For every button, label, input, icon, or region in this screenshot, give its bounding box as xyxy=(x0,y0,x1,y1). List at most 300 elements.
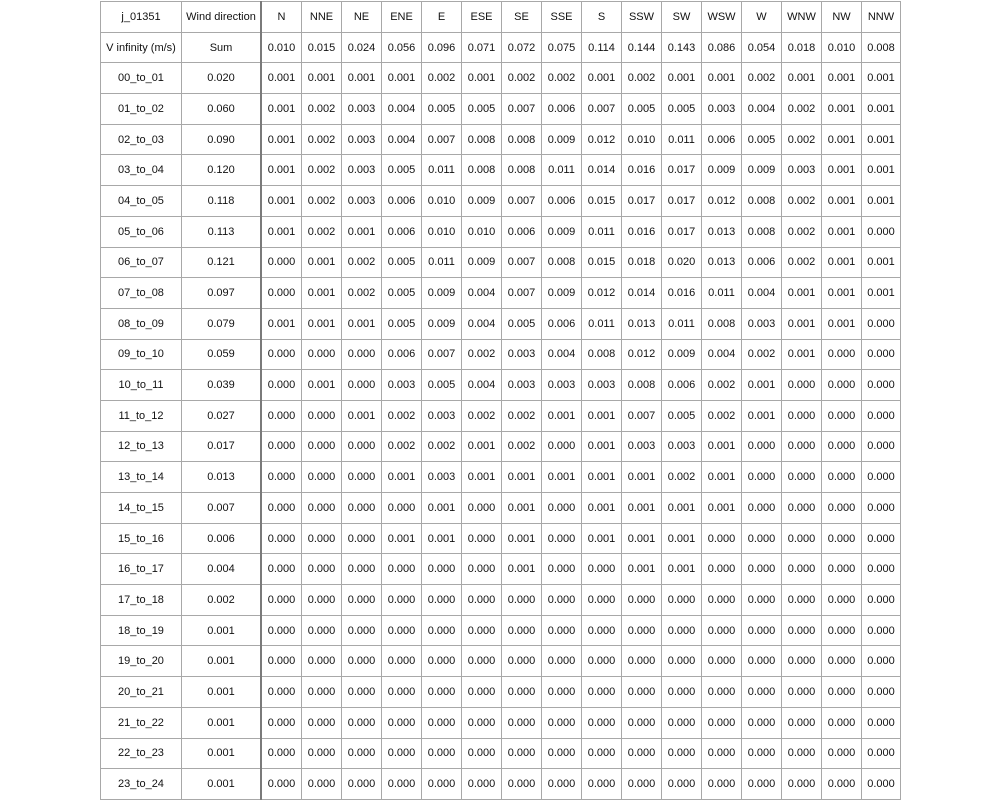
table-row xyxy=(101,94,901,125)
table-cell: 0.001 xyxy=(582,462,622,493)
table-cell: 0.000 xyxy=(302,615,342,646)
table-cell: 0.002 xyxy=(782,94,822,125)
table-cell: 0.008 xyxy=(622,370,662,401)
table-cell: 0.006 xyxy=(542,308,582,339)
table-cell: 0.002 xyxy=(342,247,382,278)
speed-bin-sum: 0.001 xyxy=(182,769,262,800)
table-cell: 0.001 xyxy=(382,523,422,554)
table-cell: 0.013 xyxy=(622,308,662,339)
table-cell: 0.002 xyxy=(342,278,382,309)
table-cell: 0.008 xyxy=(502,155,542,186)
table-cell: 0.009 xyxy=(542,216,582,247)
table-cell: 0.000 xyxy=(862,769,901,800)
speed-bin-sum: 0.006 xyxy=(182,523,262,554)
table-cell: 0.000 xyxy=(542,738,582,769)
table-cell: 0.000 xyxy=(342,615,382,646)
table-cell: 0.000 xyxy=(742,615,782,646)
table-cell: 0.000 xyxy=(662,677,702,708)
table-cell: 0.000 xyxy=(782,738,822,769)
table-row xyxy=(101,186,901,217)
table-cell: 0.000 xyxy=(782,523,822,554)
table-header-row xyxy=(101,2,901,33)
table-cell: 0.008 xyxy=(742,186,782,217)
table-cell: 0.000 xyxy=(782,615,822,646)
table-cell: 0.000 xyxy=(622,585,662,616)
table-cell: 0.000 xyxy=(261,247,302,278)
table-cell: 0.001 xyxy=(342,308,382,339)
table-cell: 0.001 xyxy=(862,247,901,278)
table-cell: 0.000 xyxy=(302,339,342,370)
table-cell: 0.004 xyxy=(742,94,782,125)
table-cell: 0.009 xyxy=(422,278,462,309)
table-cell: 0.000 xyxy=(782,462,822,493)
table-cell: 0.001 xyxy=(862,155,901,186)
table-cell: 0.001 xyxy=(862,278,901,309)
table-cell: 0.007 xyxy=(422,124,462,155)
table-cell: 0.000 xyxy=(742,554,782,585)
table-cell: 0.003 xyxy=(782,155,822,186)
direction-header-cell: SSE xyxy=(542,2,582,33)
table-cell: 0.002 xyxy=(782,216,822,247)
table-row xyxy=(101,677,901,708)
table-cell: 0.001 xyxy=(662,63,702,94)
table-cell: 0.001 xyxy=(582,493,622,524)
table-cell: 0.000 xyxy=(342,585,382,616)
table-row xyxy=(101,155,901,186)
table-cell: 0.002 xyxy=(382,431,422,462)
table-cell: 0.006 xyxy=(502,216,542,247)
table-cell: 0.017 xyxy=(662,155,702,186)
table-cell: 0.000 xyxy=(822,738,862,769)
table-cell: 0.004 xyxy=(462,370,502,401)
table-cell: 0.004 xyxy=(542,339,582,370)
table-cell: 0.000 xyxy=(862,523,901,554)
table-cell: 0.002 xyxy=(742,63,782,94)
table-cell: 0.000 xyxy=(782,769,822,800)
table-cell: 0.000 xyxy=(462,523,502,554)
table-cell: 0.001 xyxy=(782,308,822,339)
table-cell: 0.000 xyxy=(822,493,862,524)
table-cell: 0.000 xyxy=(422,707,462,738)
table-cell: 0.013 xyxy=(702,216,742,247)
table-cell: 0.000 xyxy=(862,554,901,585)
table-cell: 0.002 xyxy=(502,431,542,462)
table-cell: 0.009 xyxy=(422,308,462,339)
table-row xyxy=(101,63,901,94)
table-cell: 0.005 xyxy=(462,94,502,125)
table-cell: 0.001 xyxy=(822,186,862,217)
table-cell: 0.000 xyxy=(622,738,662,769)
table-cell: 0.000 xyxy=(862,677,901,708)
table-cell: 0.007 xyxy=(582,94,622,125)
table-cell: 0.000 xyxy=(261,646,302,677)
table-cell: 0.000 xyxy=(582,646,622,677)
table-cell: 0.007 xyxy=(502,278,542,309)
table-cell: 0.001 xyxy=(462,63,502,94)
table-cell: 0.000 xyxy=(261,707,302,738)
table-cell: 0.001 xyxy=(782,339,822,370)
table-cell: 0.005 xyxy=(742,124,782,155)
direction-header-cell: SW xyxy=(662,2,702,33)
table-cell: 0.001 xyxy=(622,554,662,585)
table-row xyxy=(101,431,901,462)
table-cell: 0.001 xyxy=(662,523,702,554)
table-cell: 0.000 xyxy=(502,707,542,738)
table-cell: 0.000 xyxy=(462,615,502,646)
direction-header-cell: SSW xyxy=(622,2,662,33)
table-cell: 0.000 xyxy=(742,738,782,769)
speed-bin-label: 03_to_04 xyxy=(101,155,182,186)
table-cell: 0.016 xyxy=(622,155,662,186)
table-row xyxy=(101,585,901,616)
table-cell: 0.000 xyxy=(862,308,901,339)
table-cell: 0.000 xyxy=(342,769,382,800)
table-cell: 0.012 xyxy=(582,278,622,309)
table-cell: 0.000 xyxy=(302,677,342,708)
table-cell: 0.000 xyxy=(382,646,422,677)
table-cell: 0.000 xyxy=(261,523,302,554)
table-cell: 0.000 xyxy=(582,769,622,800)
speed-bin-sum: 0.118 xyxy=(182,186,262,217)
v-infinity-header: V infinity (m/s) xyxy=(101,32,182,63)
direction-sum-cell: 0.143 xyxy=(662,32,702,63)
table-cell: 0.000 xyxy=(382,554,422,585)
table-row xyxy=(101,646,901,677)
table-cell: 0.000 xyxy=(622,677,662,708)
table-cell: 0.013 xyxy=(702,247,742,278)
table-cell: 0.000 xyxy=(302,585,342,616)
table-cell: 0.008 xyxy=(462,124,502,155)
speed-bin-label: 08_to_09 xyxy=(101,308,182,339)
table-cell: 0.009 xyxy=(542,124,582,155)
table-cell: 0.000 xyxy=(422,738,462,769)
speed-bin-label: 19_to_20 xyxy=(101,646,182,677)
direction-header-cell: NW xyxy=(822,2,862,33)
table-cell: 0.005 xyxy=(502,308,542,339)
table-cell: 0.003 xyxy=(422,462,462,493)
direction-header-cell: NNW xyxy=(862,2,901,33)
table-cell: 0.003 xyxy=(622,431,662,462)
speed-bin-label: 04_to_05 xyxy=(101,186,182,217)
table-row xyxy=(101,523,901,554)
table-cell: 0.004 xyxy=(382,94,422,125)
table-cell: 0.001 xyxy=(502,493,542,524)
table-cell: 0.001 xyxy=(702,462,742,493)
table-cell: 0.011 xyxy=(582,216,622,247)
speed-bin-label: 02_to_03 xyxy=(101,124,182,155)
speed-bin-label: 21_to_22 xyxy=(101,707,182,738)
table-cell: 0.000 xyxy=(582,707,622,738)
table-cell: 0.000 xyxy=(822,523,862,554)
table-cell: 0.004 xyxy=(462,308,502,339)
table-cell: 0.000 xyxy=(261,677,302,708)
table-cell: 0.000 xyxy=(782,493,822,524)
table-cell: 0.000 xyxy=(862,216,901,247)
table-cell: 0.017 xyxy=(662,216,702,247)
table-cell: 0.002 xyxy=(702,370,742,401)
table-cell: 0.000 xyxy=(862,431,901,462)
table-cell: 0.000 xyxy=(702,707,742,738)
table-cell: 0.000 xyxy=(261,339,302,370)
table-cell: 0.001 xyxy=(261,216,302,247)
table-cell: 0.000 xyxy=(382,677,422,708)
table-cell: 0.002 xyxy=(542,63,582,94)
table-cell: 0.008 xyxy=(742,216,782,247)
table-cell: 0.000 xyxy=(342,523,382,554)
table-cell: 0.000 xyxy=(742,493,782,524)
table-cell: 0.015 xyxy=(582,247,622,278)
table-cell: 0.015 xyxy=(582,186,622,217)
table-row xyxy=(101,400,901,431)
table-cell: 0.000 xyxy=(862,493,901,524)
table-row xyxy=(101,462,901,493)
table-cell: 0.008 xyxy=(582,339,622,370)
table-cell: 0.008 xyxy=(462,155,502,186)
table-cell: 0.000 xyxy=(382,585,422,616)
table-cell: 0.000 xyxy=(862,400,901,431)
table-cell: 0.011 xyxy=(542,155,582,186)
table-cell: 0.000 xyxy=(462,677,502,708)
table-cell: 0.000 xyxy=(422,677,462,708)
speed-bin-sum: 0.004 xyxy=(182,554,262,585)
table-cell: 0.000 xyxy=(862,646,901,677)
table-cell: 0.000 xyxy=(462,646,502,677)
table-cell: 0.000 xyxy=(742,769,782,800)
table-row xyxy=(101,738,901,769)
table-cell: 0.000 xyxy=(862,339,901,370)
direction-sum-cell: 0.010 xyxy=(261,32,302,63)
table-cell: 0.000 xyxy=(422,615,462,646)
table-cell: 0.001 xyxy=(582,63,622,94)
table-cell: 0.000 xyxy=(662,646,702,677)
speed-bin-sum: 0.120 xyxy=(182,155,262,186)
table-cell: 0.007 xyxy=(622,400,662,431)
table-cell: 0.002 xyxy=(622,63,662,94)
table-cell: 0.002 xyxy=(302,155,342,186)
table-row xyxy=(101,216,901,247)
table-cell: 0.000 xyxy=(261,462,302,493)
table-cell: 0.000 xyxy=(582,615,622,646)
table-cell: 0.001 xyxy=(862,124,901,155)
speed-bin-sum: 0.079 xyxy=(182,308,262,339)
table-cell: 0.001 xyxy=(342,216,382,247)
table-cell: 0.000 xyxy=(742,523,782,554)
table-cell: 0.001 xyxy=(822,155,862,186)
table-cell: 0.000 xyxy=(422,554,462,585)
table-cell: 0.000 xyxy=(702,738,742,769)
table-cell: 0.005 xyxy=(382,155,422,186)
table-cell: 0.000 xyxy=(542,769,582,800)
table-cell: 0.001 xyxy=(302,370,342,401)
table-cell: 0.001 xyxy=(382,63,422,94)
speed-bin-sum: 0.001 xyxy=(182,646,262,677)
table-cell: 0.000 xyxy=(302,554,342,585)
table-cell: 0.000 xyxy=(342,677,382,708)
table-cell: 0.001 xyxy=(302,308,342,339)
table-cell: 0.000 xyxy=(702,585,742,616)
direction-sum-cell: 0.010 xyxy=(822,32,862,63)
speed-bin-sum: 0.007 xyxy=(182,493,262,524)
sum-header: Sum xyxy=(182,32,262,63)
table-cell: 0.009 xyxy=(702,155,742,186)
table-cell: 0.011 xyxy=(582,308,622,339)
table-cell: 0.000 xyxy=(862,738,901,769)
table-cell: 0.001 xyxy=(261,63,302,94)
speed-bin-sum: 0.001 xyxy=(182,677,262,708)
direction-sum-cell: 0.144 xyxy=(622,32,662,63)
table-cell: 0.001 xyxy=(582,431,622,462)
wind-direction-header: Wind direction xyxy=(182,2,262,33)
table-cell: 0.000 xyxy=(782,585,822,616)
table-cell: 0.000 xyxy=(261,554,302,585)
table-cell: 0.001 xyxy=(782,278,822,309)
table-cell: 0.010 xyxy=(462,216,502,247)
table-cell: 0.000 xyxy=(382,493,422,524)
table-cell: 0.005 xyxy=(382,278,422,309)
table-cell: 0.002 xyxy=(782,124,822,155)
table-cell: 0.002 xyxy=(422,63,462,94)
table-cell: 0.006 xyxy=(662,370,702,401)
table-cell: 0.000 xyxy=(542,554,582,585)
direction-sum-cell: 0.071 xyxy=(462,32,502,63)
table-cell: 0.000 xyxy=(782,400,822,431)
table-cell: 0.002 xyxy=(302,216,342,247)
table-cell: 0.002 xyxy=(502,400,542,431)
table-cell: 0.003 xyxy=(342,124,382,155)
table-cell: 0.001 xyxy=(862,63,901,94)
table-cell: 0.001 xyxy=(822,247,862,278)
table-cell: 0.002 xyxy=(422,431,462,462)
table-cell: 0.001 xyxy=(502,523,542,554)
table-cell: 0.000 xyxy=(822,707,862,738)
table-cell: 0.000 xyxy=(261,400,302,431)
direction-sum-cell: 0.096 xyxy=(422,32,462,63)
table-cell: 0.020 xyxy=(662,247,702,278)
table-cell: 0.000 xyxy=(261,493,302,524)
table-cell: 0.000 xyxy=(502,738,542,769)
speed-bin-sum: 0.121 xyxy=(182,247,262,278)
speed-bin-sum: 0.001 xyxy=(182,707,262,738)
table-cell: 0.000 xyxy=(462,585,502,616)
table-cell: 0.001 xyxy=(542,400,582,431)
table-cell: 0.000 xyxy=(422,585,462,616)
speed-bin-sum: 0.027 xyxy=(182,400,262,431)
table-cell: 0.011 xyxy=(702,278,742,309)
table-cell: 0.003 xyxy=(502,339,542,370)
table-cell: 0.000 xyxy=(742,431,782,462)
table-id-cell: j_01351 xyxy=(101,2,182,33)
speed-bin-sum: 0.013 xyxy=(182,462,262,493)
table-cell: 0.000 xyxy=(542,585,582,616)
table-cell: 0.000 xyxy=(302,462,342,493)
table-cell: 0.000 xyxy=(822,339,862,370)
table-cell: 0.000 xyxy=(462,738,502,769)
direction-header-cell: ESE xyxy=(462,2,502,33)
table-cell: 0.000 xyxy=(622,615,662,646)
table-cell: 0.006 xyxy=(742,247,782,278)
speed-bin-label: 16_to_17 xyxy=(101,554,182,585)
table-row xyxy=(101,370,901,401)
table-cell: 0.001 xyxy=(502,554,542,585)
table-cell: 0.000 xyxy=(542,677,582,708)
table-cell: 0.000 xyxy=(742,585,782,616)
speed-bin-label: 05_to_06 xyxy=(101,216,182,247)
table-cell: 0.000 xyxy=(542,615,582,646)
table-cell: 0.001 xyxy=(702,63,742,94)
table-cell: 0.000 xyxy=(662,769,702,800)
table-cell: 0.001 xyxy=(662,493,702,524)
speed-bin-sum: 0.001 xyxy=(182,738,262,769)
table-cell: 0.001 xyxy=(622,462,662,493)
speed-bin-label: 12_to_13 xyxy=(101,431,182,462)
direction-sum-cell: 0.054 xyxy=(742,32,782,63)
table-cell: 0.017 xyxy=(662,186,702,217)
table-row xyxy=(101,308,901,339)
table-cell: 0.000 xyxy=(862,585,901,616)
table-cell: 0.000 xyxy=(822,400,862,431)
table-cell: 0.000 xyxy=(542,493,582,524)
table-cell: 0.001 xyxy=(822,124,862,155)
speed-bin-sum: 0.001 xyxy=(182,615,262,646)
direction-header-cell: ENE xyxy=(382,2,422,33)
table-cell: 0.002 xyxy=(502,63,542,94)
table-cell: 0.000 xyxy=(702,677,742,708)
table-cell: 0.003 xyxy=(542,370,582,401)
table-cell: 0.000 xyxy=(662,615,702,646)
table-cell: 0.001 xyxy=(302,247,342,278)
table-cell: 0.000 xyxy=(822,646,862,677)
table-cell: 0.000 xyxy=(742,677,782,708)
table-cell: 0.000 xyxy=(782,707,822,738)
table-cell: 0.009 xyxy=(462,247,502,278)
direction-sum-cell: 0.008 xyxy=(862,32,901,63)
direction-header-cell: E xyxy=(422,2,462,33)
table-cell: 0.014 xyxy=(582,155,622,186)
table-cell: 0.001 xyxy=(302,63,342,94)
table-cell: 0.000 xyxy=(502,615,542,646)
table-cell: 0.002 xyxy=(662,462,702,493)
table-cell: 0.005 xyxy=(422,94,462,125)
table-cell: 0.012 xyxy=(622,339,662,370)
speed-bin-label: 23_to_24 xyxy=(101,769,182,800)
table-cell: 0.000 xyxy=(822,431,862,462)
table-cell: 0.004 xyxy=(742,278,782,309)
table-cell: 0.000 xyxy=(502,646,542,677)
table-cell: 0.007 xyxy=(502,247,542,278)
table-cell: 0.000 xyxy=(622,769,662,800)
table-cell: 0.002 xyxy=(782,186,822,217)
table-cell: 0.000 xyxy=(302,738,342,769)
speed-bin-label: 00_to_01 xyxy=(101,63,182,94)
speed-bin-label: 09_to_10 xyxy=(101,339,182,370)
speed-bin-sum: 0.059 xyxy=(182,339,262,370)
table-cell: 0.010 xyxy=(622,124,662,155)
table-cell: 0.006 xyxy=(382,216,422,247)
table-cell: 0.016 xyxy=(662,278,702,309)
table-cell: 0.000 xyxy=(302,493,342,524)
table-cell: 0.003 xyxy=(382,370,422,401)
speed-bin-sum: 0.017 xyxy=(182,431,262,462)
table-cell: 0.000 xyxy=(261,431,302,462)
table-cell: 0.000 xyxy=(662,738,702,769)
table-cell: 0.000 xyxy=(862,615,901,646)
speed-bin-label: 20_to_21 xyxy=(101,677,182,708)
table-cell: 0.008 xyxy=(542,247,582,278)
table-cell: 0.001 xyxy=(462,462,502,493)
table-cell: 0.000 xyxy=(302,707,342,738)
table-sum-row xyxy=(101,32,901,63)
table-cell: 0.003 xyxy=(502,370,542,401)
